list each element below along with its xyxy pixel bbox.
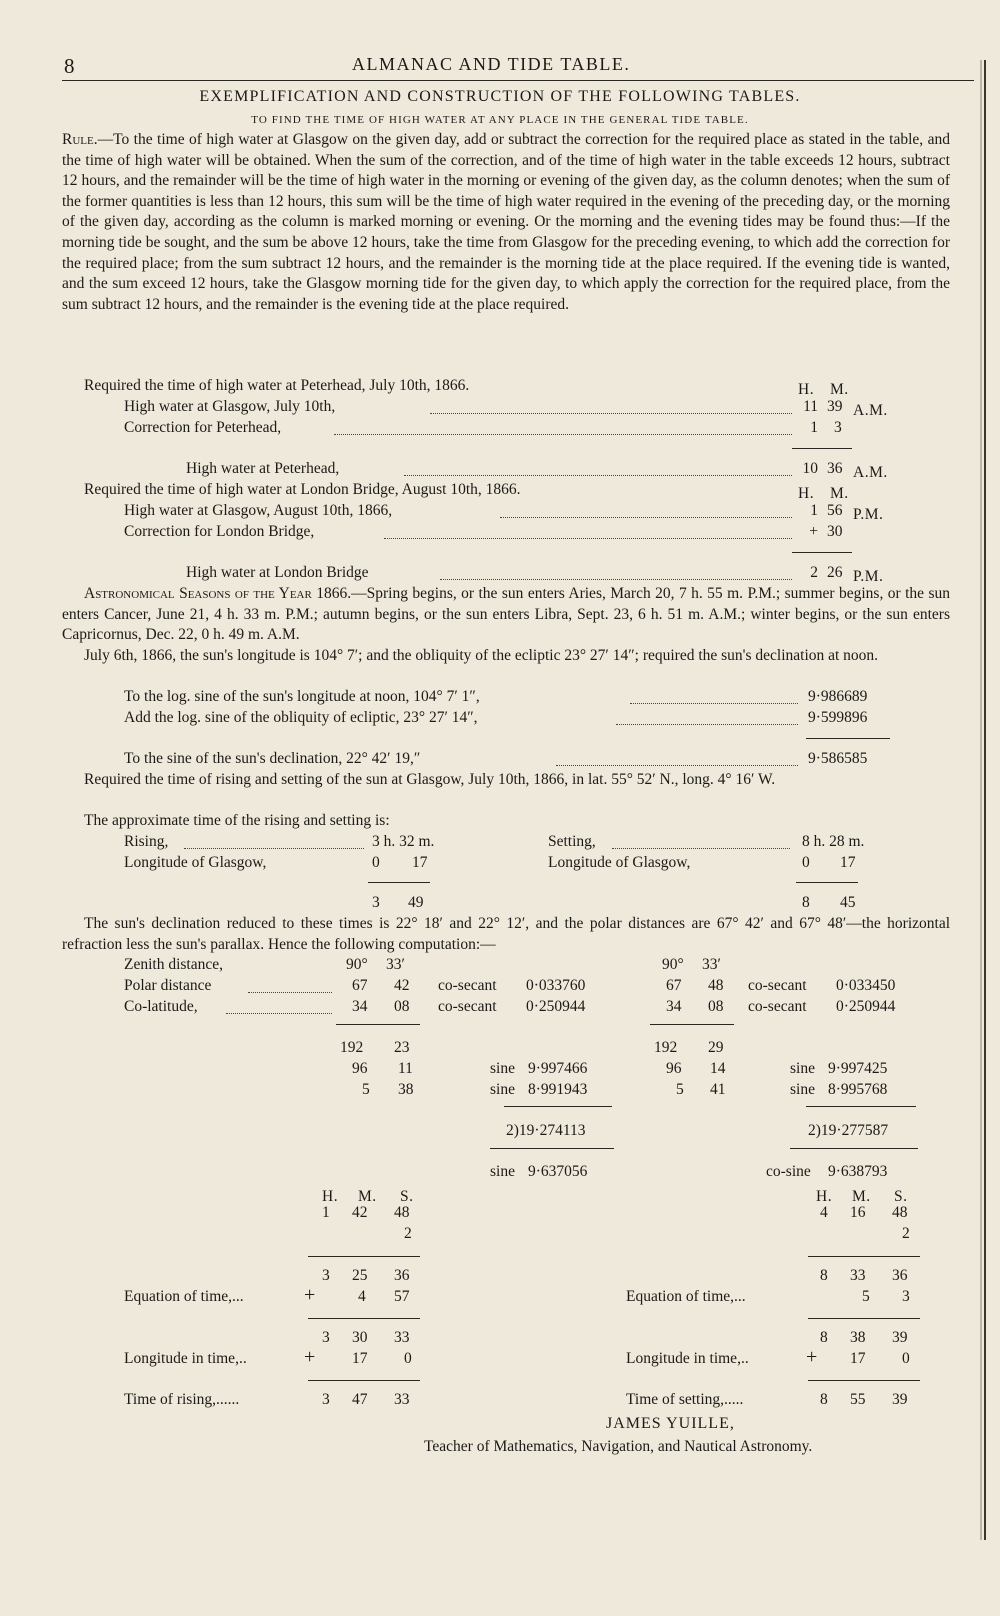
sum-rule xyxy=(368,882,430,883)
eq2-s: 3 xyxy=(902,1288,910,1305)
polar-cs: 0·033760 xyxy=(526,977,586,994)
sum-rule xyxy=(308,1256,420,1257)
ex2-line1-h: 1 xyxy=(810,502,818,519)
col-m: M. xyxy=(358,1188,377,1205)
page-edge-shadow xyxy=(980,60,982,1540)
sum-rule xyxy=(490,1148,614,1149)
ex2-line1: High water at Glasgow, August 10th, 1866, xyxy=(124,502,393,519)
col-h: H. xyxy=(322,1188,339,1205)
lt-sign: + xyxy=(304,1346,316,1368)
diff2-sine-label: sine xyxy=(790,1081,815,1098)
sum-rule xyxy=(308,1380,420,1381)
set-m: 55 xyxy=(850,1391,866,1408)
polar-label: Polar distance xyxy=(124,977,212,994)
seasons-label: Astronomical Seasons of the Year xyxy=(84,585,312,602)
decl-line1: To the log. sine of the sun's longitude at noon, 104° 7′ 1″, xyxy=(124,688,480,705)
sum-rising-h: 3 xyxy=(372,894,380,911)
ex1-col-h: H. xyxy=(798,381,815,398)
ex1-line1-h: 11 xyxy=(803,398,818,415)
ex2-result-h: 2 xyxy=(810,564,818,581)
running-title: ALMANAC AND TIDE TABLE. xyxy=(352,54,631,74)
half-d: 96 xyxy=(352,1060,368,1077)
polar-cs-label: co-secant xyxy=(438,977,497,994)
setting-value: 8 h. 28 m. xyxy=(802,833,865,850)
rule-label: Rule. xyxy=(62,131,98,148)
page-number: 8 xyxy=(64,54,75,78)
long2-label: Longitude of Glasgow, xyxy=(548,854,691,871)
ex1-result-ap: A.M. xyxy=(853,464,888,481)
a-h: 3 xyxy=(322,1267,330,1284)
leader-dots xyxy=(500,517,792,518)
ex2-line1-m: 56 xyxy=(827,502,843,519)
leader-dots xyxy=(612,848,790,849)
long2-m: 17 xyxy=(840,854,856,871)
rising-label: Rising, xyxy=(124,833,169,850)
lt2-m: 17 xyxy=(850,1350,866,1367)
res: 9·637056 xyxy=(528,1163,588,1180)
colat-cs: 0·250944 xyxy=(526,998,586,1015)
colat2-d: 34 xyxy=(666,998,682,1015)
sum-d: 192 xyxy=(340,1039,364,1056)
sum-rule xyxy=(796,882,858,883)
colat2-cs-label: co-secant xyxy=(748,998,807,1015)
long2-h: 0 xyxy=(802,854,810,871)
sum-rule xyxy=(790,1148,918,1149)
zenith2-m: 33′ xyxy=(702,956,721,973)
diff2-d: 5 xyxy=(676,1081,684,1098)
polar2-d: 67 xyxy=(666,977,682,994)
signature-role: Teacher of Mathematics, Navigation, and Nautical Astronomy. xyxy=(424,1438,813,1455)
ex1-col-m: M. xyxy=(830,381,849,398)
sum-rule xyxy=(806,738,890,739)
ex1-result: High water at Peterhead, xyxy=(186,460,340,477)
sum-rule xyxy=(336,1024,420,1025)
leader-dots xyxy=(334,434,792,435)
b2-s: 39 xyxy=(892,1329,908,1346)
ex1-line2-h: 1 xyxy=(810,419,818,436)
b2-m: 38 xyxy=(850,1329,866,1346)
leader-dots xyxy=(248,992,332,993)
sum-rule xyxy=(308,1318,420,1319)
sum-rule xyxy=(792,552,852,553)
t2-x: 2 xyxy=(902,1225,910,1242)
sum-setting-h: 8 xyxy=(802,894,810,911)
zenith-m: 33′ xyxy=(386,956,405,973)
ex2-result-ap: P.M. xyxy=(853,568,884,585)
res2-label: co-sine xyxy=(766,1163,811,1180)
page-edge xyxy=(984,60,992,1540)
b-s: 33 xyxy=(394,1329,410,1346)
zenith-d: 90° xyxy=(346,956,368,973)
approx-intro: The approximate time of the rising and setting is: xyxy=(84,812,390,829)
a2-m: 33 xyxy=(850,1267,866,1284)
polar-m: 42 xyxy=(394,977,410,994)
t2-m: 16 xyxy=(850,1204,866,1221)
decl-line2-value: 9·599896 xyxy=(808,709,868,726)
res-label: sine xyxy=(490,1163,515,1180)
a-m: 25 xyxy=(352,1267,368,1284)
declination-intro: July 6th, 1866, the sun's longitude is 104° 7′; and the obliquity of the ecliptic 23° 27′ 14″; required the sun's declination at noon. xyxy=(84,647,879,664)
colat2-cs: 0·250944 xyxy=(836,998,896,1015)
setting-label: Setting, xyxy=(548,833,596,850)
eq-label: Equation of time,... xyxy=(124,1288,244,1305)
colat-cs-label: co-secant xyxy=(438,998,497,1015)
sum-rule xyxy=(806,1106,916,1107)
seasons-text: 1866.—Spring begins, or the sun enters Aries, March 20, 7 h. 55 m. P.M.; summer begins, or the sun enters Cancer, June 21, 4 h. 33 m. P.M.; autumn begins, or the sun enters Libra, Sept. 23, 6 h. 51 m. A.M.; winter begins, or the sun enters Capricornus, Dec. 22, 0 h. 49 m. A.M. xyxy=(62,585,950,644)
ex2-result-m: 26 xyxy=(827,564,843,581)
sum-rule xyxy=(504,1106,612,1107)
rule-text: —To the time of high water at Glasgow on the given day, add or subtract the correction for the required place as stated in the table, and the time of high water will be obtained. When the sum of the correction, and of the time of high water in the table exceeds 12 hours, subtract 12 hours, and the remainder will be the time of high water in the morning or evening of the given day, as the column denotes; when the sum of the former quantities is less than 12 hours, this sum will be the time of high water required in the evening of the preceding day, or the morning of the given day, according as the column is marked morning or evening. Or the morning and the evening tides may be found thus:—If the morning tide be sought, and the sum be above 12 hours, take the time from Glasgow for the preceding evening, to which add the correction for the required place; from the sum subtract 12 hours, and the remainder is the morning tide at the place required. If the evening tide is wanted, and the sum exceed 12 hours, take the Glasgow morning tide for the given day, to which apply the correction for the required place, from the sum subtract 12 hours, and the remainder is the evening tide at the place required. xyxy=(62,131,950,313)
long-label: Longitude of Glasgow, xyxy=(124,854,267,871)
t2-h: 4 xyxy=(820,1204,828,1221)
rise-s: 33 xyxy=(394,1391,410,1408)
t1-h: 1 xyxy=(322,1204,330,1221)
diff2-sine: 8·995768 xyxy=(828,1081,888,1098)
half2-d: 96 xyxy=(666,1060,682,1077)
col2-m: M. xyxy=(852,1188,871,1205)
lt-label: Longitude in time,.. xyxy=(124,1350,247,1367)
eq-m: 4 xyxy=(358,1288,366,1305)
set-h: 8 xyxy=(820,1391,828,1408)
rise-m: 47 xyxy=(352,1391,368,1408)
col-s: S. xyxy=(400,1188,414,1205)
half-sine: 9·997466 xyxy=(528,1060,588,1077)
t1-m: 42 xyxy=(352,1204,368,1221)
a-s: 36 xyxy=(394,1267,410,1284)
ex1-line1-m: 39 xyxy=(827,398,843,415)
long-h: 0 xyxy=(372,854,380,871)
ex2-question: Required the time of high water at London Bridge, August 10th, 1866. xyxy=(84,481,521,498)
lt-m: 17 xyxy=(352,1350,368,1367)
ex1-line1: High water at Glasgow, July 10th, xyxy=(124,398,336,415)
lt2-s: 0 xyxy=(902,1350,910,1367)
t1-s: 48 xyxy=(394,1204,410,1221)
sum-rule xyxy=(808,1380,920,1381)
decl-result-value: 9·586585 xyxy=(808,750,868,767)
b-m: 30 xyxy=(352,1329,368,1346)
decl-line1-value: 9·986689 xyxy=(808,688,868,705)
lt2-label: Longitude in time,.. xyxy=(626,1350,749,1367)
colat-label: Co-latitude, xyxy=(124,998,198,1015)
decl-result: To the sine of the sun's declination, 22° 42′ 19,″ xyxy=(124,750,421,767)
polar2-cs: 0·033450 xyxy=(836,977,896,994)
rise-h: 3 xyxy=(322,1391,330,1408)
section-subtitle: TO FIND THE TIME OF HIGH WATER AT ANY PLACE IN THE GENERAL TIDE TABLE. xyxy=(251,114,749,126)
rule-paragraph xyxy=(62,130,950,315)
half-sine-label: sine xyxy=(490,1060,515,1077)
ex1-question: Required the time of high water at Peterhead, July 10th, 1866. xyxy=(84,377,470,394)
eq-s: 57 xyxy=(394,1288,410,1305)
total: 2)19·274113 xyxy=(506,1122,586,1139)
zenith2-d: 90° xyxy=(662,956,684,973)
sum2-m: 29 xyxy=(708,1039,724,1056)
set-label: Time of setting,..... xyxy=(626,1391,744,1408)
ex1-result-h: 10 xyxy=(802,460,818,477)
rising-question: Required the time of rising and setting of the sun at Glasgow, July 10th, 1866, in lat. 55° 52′ N., long. 4° 16′ W. xyxy=(84,771,776,788)
leader-dots xyxy=(430,413,792,414)
sum-rule xyxy=(808,1256,920,1257)
decl-line2: Add the log. sine of the obliquity of ecliptic, 23° 27′ 14″, xyxy=(124,709,478,726)
sum-rule xyxy=(808,1318,920,1319)
page-header xyxy=(62,50,946,80)
half2-sine-label: sine xyxy=(790,1060,815,1077)
polar2-cs-label: co-secant xyxy=(748,977,807,994)
col2-h: H. xyxy=(816,1188,833,1205)
t2-s: 48 xyxy=(892,1204,908,1221)
sum-rule xyxy=(650,1024,734,1025)
ex1-line2-m: 3 xyxy=(834,419,842,436)
polar2-m: 48 xyxy=(708,977,724,994)
colat-d: 34 xyxy=(352,998,368,1015)
ex2-col-h: H. xyxy=(798,485,815,502)
ex2-line2-m: 30 xyxy=(827,523,843,540)
ex1-line1-ap: A.M. xyxy=(853,402,888,419)
ex2-line2-sign: + xyxy=(809,523,818,540)
lt2-sign: + xyxy=(806,1346,818,1368)
sum-rising-m: 49 xyxy=(408,894,424,911)
ex2-line1-ap: P.M. xyxy=(853,506,884,523)
half-m: 11 xyxy=(398,1060,413,1077)
diff2-m: 41 xyxy=(710,1081,726,1098)
rise-label: Time of rising,...... xyxy=(124,1391,240,1408)
half2-m: 14 xyxy=(710,1060,726,1077)
leader-dots xyxy=(440,579,792,580)
reduced-paragraph: The sun's declination reduced to these times is 22° 18′ and 22° 12′, and the polar distances are 67° 42′ and 67° 48′—the horizontal refraction less the sun's parallax. Hence the following computation:— xyxy=(62,915,950,953)
leader-dots xyxy=(616,724,798,725)
res2: 9·638793 xyxy=(828,1163,888,1180)
colat-m: 08 xyxy=(394,998,410,1015)
ex2-line2: Correction for London Bridge, xyxy=(124,523,315,540)
b2-h: 8 xyxy=(820,1329,828,1346)
sum2-d: 192 xyxy=(654,1039,678,1056)
leader-dots xyxy=(556,765,798,766)
a2-h: 8 xyxy=(820,1267,828,1284)
header-rule xyxy=(62,80,974,81)
polar-d: 67 xyxy=(352,977,368,994)
signature-name: JAMES YUILLE, xyxy=(606,1415,735,1432)
a2-s: 36 xyxy=(892,1267,908,1284)
seasons-paragraph xyxy=(62,584,950,646)
diff-sine: 8·991943 xyxy=(528,1081,588,1098)
leader-dots xyxy=(630,703,798,704)
set-s: 39 xyxy=(892,1391,908,1408)
t1-x: 2 xyxy=(404,1225,412,1242)
diff-sine-label: sine xyxy=(490,1081,515,1098)
leader-dots xyxy=(404,475,792,476)
long-m: 17 xyxy=(412,854,428,871)
sum-m: 23 xyxy=(394,1039,410,1056)
diff-m: 38 xyxy=(398,1081,414,1098)
eq2-m: 5 xyxy=(862,1288,870,1305)
ex1-line2: Correction for Peterhead, xyxy=(124,419,282,436)
ex1-result-m: 36 xyxy=(827,460,843,477)
ex2-col-m: M. xyxy=(830,485,849,502)
zenith-label: Zenith distance, xyxy=(124,956,223,973)
eq-sign: + xyxy=(304,1284,316,1306)
eq2-label: Equation of time,... xyxy=(626,1288,746,1305)
leader-dots xyxy=(226,1013,332,1014)
leader-dots xyxy=(184,848,364,849)
half2-sine: 9·997425 xyxy=(828,1060,888,1077)
colat2-m: 08 xyxy=(708,998,724,1015)
leader-dots xyxy=(384,538,792,539)
lt-s: 0 xyxy=(404,1350,412,1367)
b-h: 3 xyxy=(322,1329,330,1346)
sum-setting-m: 45 xyxy=(840,894,856,911)
total2: 2)19·277587 xyxy=(808,1122,889,1139)
diff-d: 5 xyxy=(362,1081,370,1098)
ex2-result: High water at London Bridge xyxy=(186,564,369,581)
section-title: EXEMPLIFICATION AND CONSTRUCTION OF THE FOLLOWING TABLES. xyxy=(199,88,801,105)
rising-value: 3 h. 32 m. xyxy=(372,833,435,850)
sum-rule xyxy=(792,448,852,449)
col2-s: S. xyxy=(894,1188,908,1205)
